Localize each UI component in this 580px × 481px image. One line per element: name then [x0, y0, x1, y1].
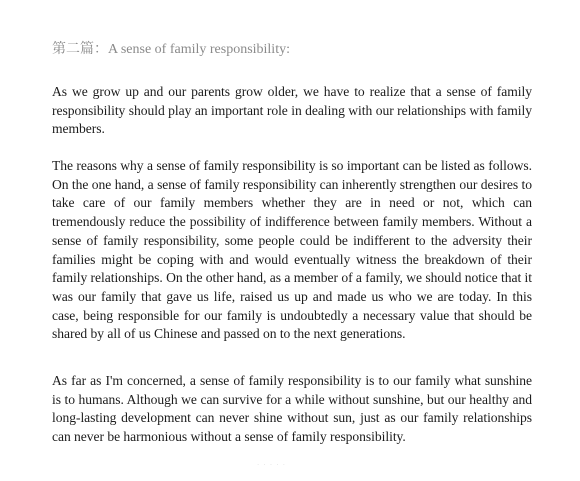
paragraph-2: The reasons why a sense of family responsibility is so important can be listed as follows. On the one hand, a sense of family responsibility can inherently strengthen our desires to take care of our family members whether they are in need or not, which can tremendously reduce the possibility of indifference between family members. Without a sense of family responsibility, some people could be indifferent to the adversity their families might be coping with and would eventually witness the breakdown of their family relationships. On the other hand, as a member of a family, we should notice that it was our family that gave us life, raised us up and made us who we are today. In this case, being responsible for our family is undoubtedly a necessary value that should be shared by all of us Chinese and passed on to the next generations. [52, 158, 532, 342]
paragraph-1: As we grow up and our parents grow older, we have to realize that a sense of family responsibility should play an important role in dealing with our relationships with family members. [52, 84, 532, 137]
faint-watermark: · · · · · [257, 461, 287, 469]
document-heading: 第二篇：A sense of family responsibility: [52, 42, 290, 57]
paragraph-3: As far as I'm concerned, a sense of family responsibility is to our family what sunshine is to humans. Although we can survive for a while without sunshine, but our healthy and long-lasting development can never shine without sun, just as our family relationships can never be harmonious without a sense of family responsibility. [52, 373, 532, 445]
